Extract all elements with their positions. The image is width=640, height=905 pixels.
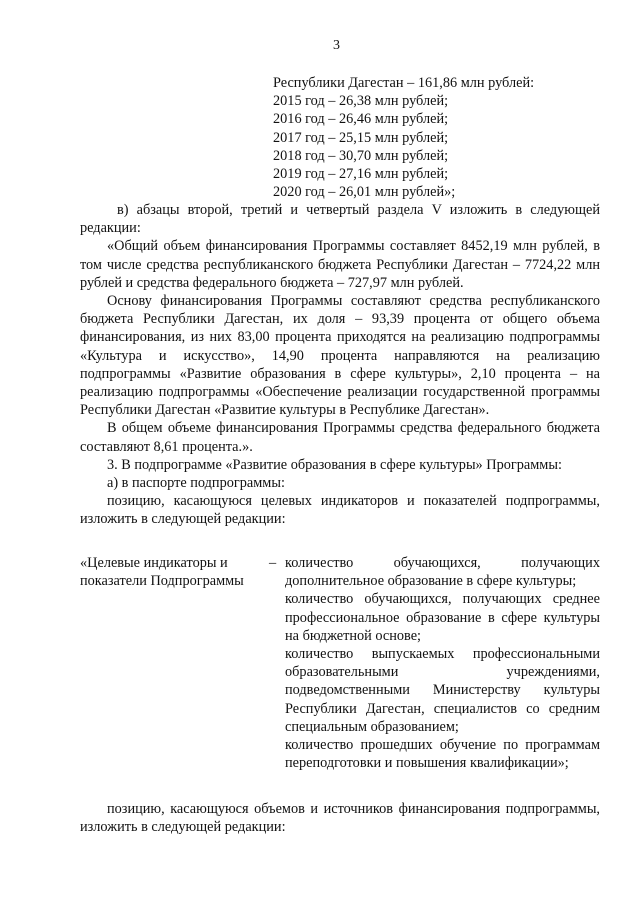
- table-left-label: «Целевые индикаторы и показатели Подпрограммы: [80, 555, 244, 590]
- indicator-item: количество прошедших обучение по программам переподготовки и повышения квалификации»;: [285, 737, 600, 772]
- body-text-bottom: [80, 800, 600, 836]
- paragraph-section-v: в) абзацы второй, третий и четвертый раздела V изложить в следующей редакции:: [80, 202, 600, 237]
- paragraph-funding-basis: Основу финансирования Программы составляют средства республиканского бюджета Республики Дагестан, их доля – 93,39 процента от общего объема финансирования, из них 83,00 процента приходятся на реализацию подпрограммы «Культура и искусство», 14,90 процента направляются на реализацию подпрограммы «Развитие образования в сфере культуры», 2,10 процента – на реализацию подпрограммы «Обеспечение реализации государственной программы Республики Дагестан «Развитие культуры в Республике Дагестан».: [80, 293, 600, 419]
- financing-line: 2019 год – 27,16 млн рублей;: [273, 166, 449, 183]
- paragraph-federal-share: В общем объеме финансирования Программы средства федерального бюджета составляют 8,61 процента.».: [80, 420, 600, 455]
- table-right-column: [285, 554, 600, 772]
- financing-line: 2020 год – 26,01 млн рублей»;: [273, 184, 456, 201]
- financing-line: 2016 год – 26,46 млн рублей;: [273, 111, 449, 128]
- paragraph-funding-position: позицию, касающуюся объемов и источников финансирования подпрограммы, изложить в следующей редакции:: [80, 801, 600, 836]
- body-text: [80, 201, 600, 529]
- financing-line: 2015 год – 26,38 млн рублей;: [273, 93, 449, 110]
- paragraph-indicators-position: позицию, касающуюся целевых индикаторов и показателей подпрограммы, изложить в следующей редакции:: [80, 493, 600, 528]
- table-dash: –: [269, 555, 277, 571]
- indicator-item: количество выпускаемых профессиональными образовательными учреждениями, подведомственными Министерству культуры Республики Дагестан, специалистов со средним специальным образованием;: [285, 646, 600, 735]
- paragraph-item-3: 3. В подпрограмме «Развитие образования в сфере культуры» Программы:: [107, 456, 562, 473]
- indicator-item: количество обучающихся, получающих дополнительное образование в сфере культуры;: [285, 555, 600, 590]
- indicator-item: количество обучающихся, получающих среднее профессиональное образование в сфере культуры на бюджетной основе;: [285, 591, 600, 644]
- page-number: 3: [333, 38, 340, 53]
- financing-line: 2017 год – 25,15 млн рублей;: [273, 129, 449, 146]
- paragraph-total-funding: «Общий объем финансирования Программы составляет 8452,19 млн рублей, в том числе средства республиканского бюджета Республики Дагестан – 7724,22 млн рублей и средства федерального бюджета – 727,97 млн рублей.: [80, 238, 600, 291]
- financing-by-year: [273, 74, 534, 201]
- financing-line: Республики Дагестан – 161,86 млн рублей:: [273, 75, 535, 91]
- financing-line: 2018 год – 30,70 млн рублей;: [273, 147, 449, 164]
- paragraph-item-a: а) в паспорте подпрограммы:: [107, 475, 285, 492]
